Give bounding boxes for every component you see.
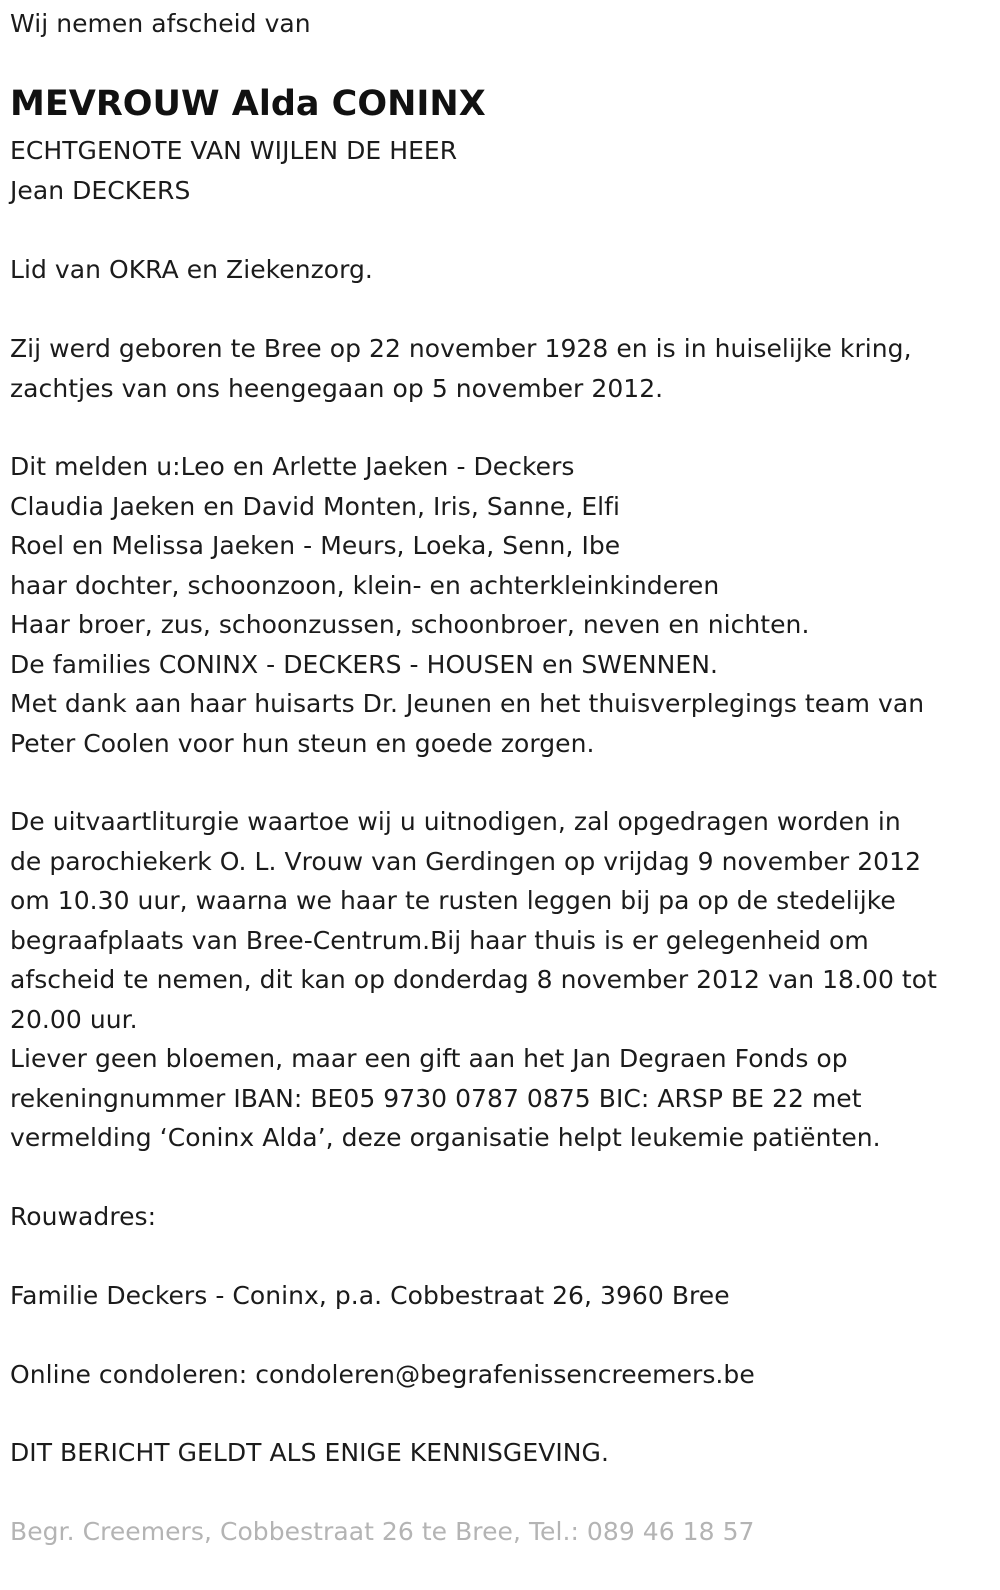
footer-block — [10, 1512, 755, 1552]
paragraph-line: vermelding ‘Coninx Alda’, deze organisatie helpt leukemie patiënten. — [10, 1123, 881, 1152]
address-heading: Rouwadres: — [10, 1202, 157, 1231]
paragraph-line: zachtjes van ons heengegaan op 5 november 2012. — [10, 373, 664, 403]
paragraph-line: Dit melden u:Leo en Arlette Jaeken - Deckers — [10, 452, 575, 481]
paragraph-line: Met dank aan haar huisarts Dr. Jeunen en het thuisverplegings team van — [10, 689, 925, 718]
paragraph-line: afscheid te nemen, dit kan op donderdag 8 november 2012 van 18.00 tot — [10, 965, 937, 994]
paragraph-line: Zij werd geboren te Bree op 22 november 1928 en is in huiselijke kring, — [10, 334, 912, 363]
family-paragraph — [10, 447, 924, 763]
paragraph-line: rekeningnummer IBAN: BE05 9730 0787 0875 BIC: ARSP BE 22 met — [10, 1083, 862, 1113]
paragraph-line: om 10.30 uur, waarna we haar te rusten leggen bij pa op de stedelijke — [10, 886, 896, 915]
subtitle-line: Jean DECKERS — [10, 175, 191, 205]
address-block — [10, 1276, 730, 1316]
paragraph-line: Claudia Jaeken en David Monten, Iris, Sanne, Elfi — [10, 491, 621, 521]
paragraph-line: Liever geen bloemen, maar een gift aan het Jan Degraen Fonds op — [10, 1044, 848, 1073]
deceased-name: MEVROUW Alda CONINX — [10, 84, 486, 124]
membership-text: Lid van OKRA en Ziekenzorg. — [10, 255, 373, 284]
birth-death-paragraph — [10, 329, 912, 408]
paragraph-line: de parochiekerk O. L. Vrouw van Gerdingen op vrijdag 9 november 2012 — [10, 846, 922, 876]
paragraph-line: haar dochter, schoonzoon, klein- en achterkleinkinderen — [10, 570, 720, 600]
paragraph-line: De families CONINX - DECKERS - HOUSEN en SWENNEN. — [10, 649, 718, 679]
subtitle-block — [10, 131, 457, 210]
address-heading-block — [10, 1197, 156, 1237]
mourning-address: Familie Deckers - Coninx, p.a. Cobbestraat 26, 3960 Bree — [10, 1281, 730, 1310]
subtitle-line: ECHTGENOTE VAN WIJLEN DE HEER — [10, 136, 458, 165]
online-condolence-block — [10, 1355, 755, 1395]
intro-text: Wij nemen afscheid van — [10, 9, 311, 38]
paragraph-line: begraafplaats van Bree-Centrum.Bij haar thuis is er gelegenheid om — [10, 925, 869, 955]
notice-text: DIT BERICHT GELDT ALS ENIGE KENNISGEVING. — [10, 1438, 609, 1467]
paragraph-line: Roel en Melissa Jaeken - Meurs, Loeka, Senn, Ibe — [10, 531, 621, 560]
paragraph-line: Haar broer, zus, schoonzussen, schoonbroer, neven en nichten. — [10, 610, 810, 639]
funeral-home-footer: Begr. Creemers, Cobbestraat 26 te Bree, Tel.: 089 46 18 57 — [10, 1517, 755, 1546]
online-condolence-text: Online condoleren: condoleren@begrafenissencreemers.be — [10, 1360, 755, 1389]
paragraph-line: 20.00 uur. — [10, 1004, 138, 1034]
notice-block — [10, 1433, 609, 1473]
paragraph-line: De uitvaartliturgie waartoe wij u uitnodigen, zal opgedragen worden in — [10, 807, 901, 836]
membership-block — [10, 250, 373, 290]
paragraph-line: Peter Coolen voor hun steun en goede zorgen. — [10, 728, 595, 758]
funeral-paragraph — [10, 802, 937, 1158]
